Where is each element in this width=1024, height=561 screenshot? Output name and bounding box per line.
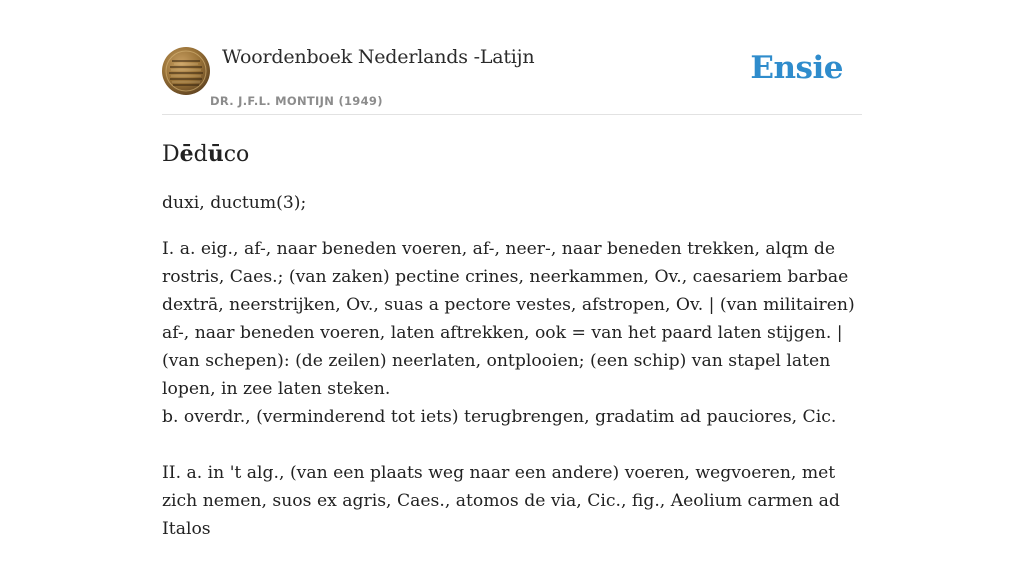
definition [162,189,862,543]
headword [162,136,862,173]
definition-sense-1a: I. a. eig., af-, naar beneden voeren, af-, neer-, naar beneden trekken, alqm de rostris, Caes.; (van zaken) pectine crines, neerkammen, Ov., caesariem barbae dextrā, neerstrijken, Ov., suas a pectore vestes, afstropen, Ov. | (van militairen) af-, naar beneden voeren, laten aftrekken, ook = van het paard laten stijgen. | (van schepen): (de zeilen) neerlaten, ontplooien; (een schip) van stapel laten lopen, in zee laten steken. [162,239,855,399]
entry-content [162,136,862,561]
source-author: DR. J.F.L. MONTIJN (1949) [210,94,383,108]
headword-part: D [162,142,180,167]
source-title[interactable]: Woordenboek Nederlands -Latijn [222,46,535,68]
brand-logo[interactable]: Ensie [750,50,843,86]
headword-part-macron-e: ē [179,141,194,167]
headword-part: co [223,142,250,167]
page-header [162,44,862,115]
definition-sense-1b: b. overdr., (verminderend tot iets) terugbrengen, gradatim ad pauciores, Cic. [162,407,837,427]
headword-part: d [193,142,208,167]
definition-forms: duxi, ductum(3); [162,193,307,213]
headword-part-macron-u: ū [207,141,224,167]
definition-sense-2a: II. a. in 't alg., (van een plaats weg naar een andere) voeren, wegvoeren, met zich nemen, suos ex agris, Caes., atomos de via, Cic., fig., Aeolium carmen ad Italos [162,463,840,539]
stamp-seal-icon[interactable] [162,47,210,95]
